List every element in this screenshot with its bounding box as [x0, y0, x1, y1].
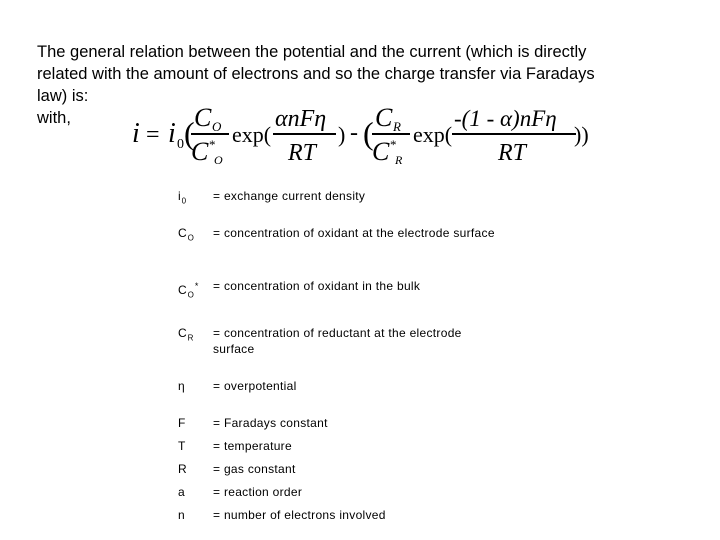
definition-text: = concentration of oxidant in the bulk	[213, 279, 421, 293]
definition-text: = temperature	[213, 439, 292, 453]
definition-symbol: F	[178, 416, 187, 430]
definition-row	[178, 507, 518, 523]
eq-exp2-den: RT	[498, 140, 527, 166]
eq-frac1-den-star: *	[209, 137, 216, 152]
eq-exp1-num: αnFη	[275, 106, 327, 132]
equation-svg	[128, 98, 598, 168]
butler-volmer-equation	[128, 98, 598, 168]
eq-frac2-num-base: C	[375, 103, 393, 132]
eq-frac1-den-sub: O	[214, 153, 223, 167]
definition-symbol: n	[178, 508, 186, 522]
definition-row	[178, 484, 518, 500]
definition-text: = number of electrons involved	[213, 508, 386, 522]
definition-symbol: $C_O$	[178, 226, 195, 243]
eq-i0-sub: 0	[177, 137, 184, 152]
definition-row	[178, 378, 518, 394]
definition-row	[178, 225, 518, 246]
eq-frac2-den-base: C	[372, 137, 390, 166]
eq-exp2-num: -(1 - α)nFη	[454, 106, 557, 131]
eq-open-paren: (	[184, 115, 195, 151]
eq-minus: -	[350, 120, 358, 146]
definition-text: = overpotential	[213, 379, 297, 393]
definition-symbol: $C_O^*$	[178, 281, 200, 300]
eq-open-paren-2: (	[363, 115, 374, 151]
definition-row	[178, 461, 518, 477]
definition-text: = concentration of reductant at the electrode surface	[213, 326, 462, 356]
eq-exp1-den: RT	[288, 140, 317, 166]
eq-frac2-den-sub: R	[395, 153, 403, 167]
intro-line-3: law) is:	[37, 87, 89, 105]
definition-text: = Faradays constant	[213, 416, 328, 430]
definition-symbol: η	[178, 379, 186, 393]
eq-frac1-den-base: C	[191, 137, 209, 166]
intro-line-4: with,	[37, 109, 71, 127]
definition-row	[178, 278, 518, 303]
definition-row	[178, 438, 518, 454]
eq-frac1-num-sub: O	[212, 119, 222, 134]
definition-symbol: T	[178, 439, 187, 453]
definition-row	[178, 325, 518, 357]
eq-frac2-den-star: *	[390, 137, 397, 152]
eq-frac1-num-base: C	[194, 103, 212, 132]
definition-symbol: R	[178, 462, 188, 476]
intro-line-1: The general relation between the potential and the current (which is directly	[37, 43, 587, 61]
eq-exp2-close: ))	[574, 122, 589, 147]
definition-symbol: $i_0$	[178, 189, 188, 206]
intro-line-2: related with the amount of electrons and so the charge transfer via Faradays	[37, 65, 595, 83]
eq-frac2-num-sub: R	[393, 119, 401, 134]
definition-text: = concentration of oxidant at the electrode surface	[213, 226, 495, 240]
eq-lhs: i	[132, 118, 140, 149]
definition-row	[178, 188, 518, 209]
definition-text: = exchange current density	[213, 189, 366, 203]
eq-exp1-label: exp(	[232, 122, 272, 147]
definition-row	[178, 415, 518, 431]
eq-i0-base: i	[168, 118, 176, 149]
eq-equals: =	[146, 122, 160, 148]
definition-symbol: $C_R$	[178, 326, 195, 343]
definition-text: = gas constant	[213, 462, 296, 476]
eq-exp1-close: )	[338, 122, 346, 147]
eq-exp2-label: exp(	[413, 122, 453, 147]
definition-text: = reaction order	[213, 485, 303, 499]
definition-symbol: a	[178, 485, 186, 499]
